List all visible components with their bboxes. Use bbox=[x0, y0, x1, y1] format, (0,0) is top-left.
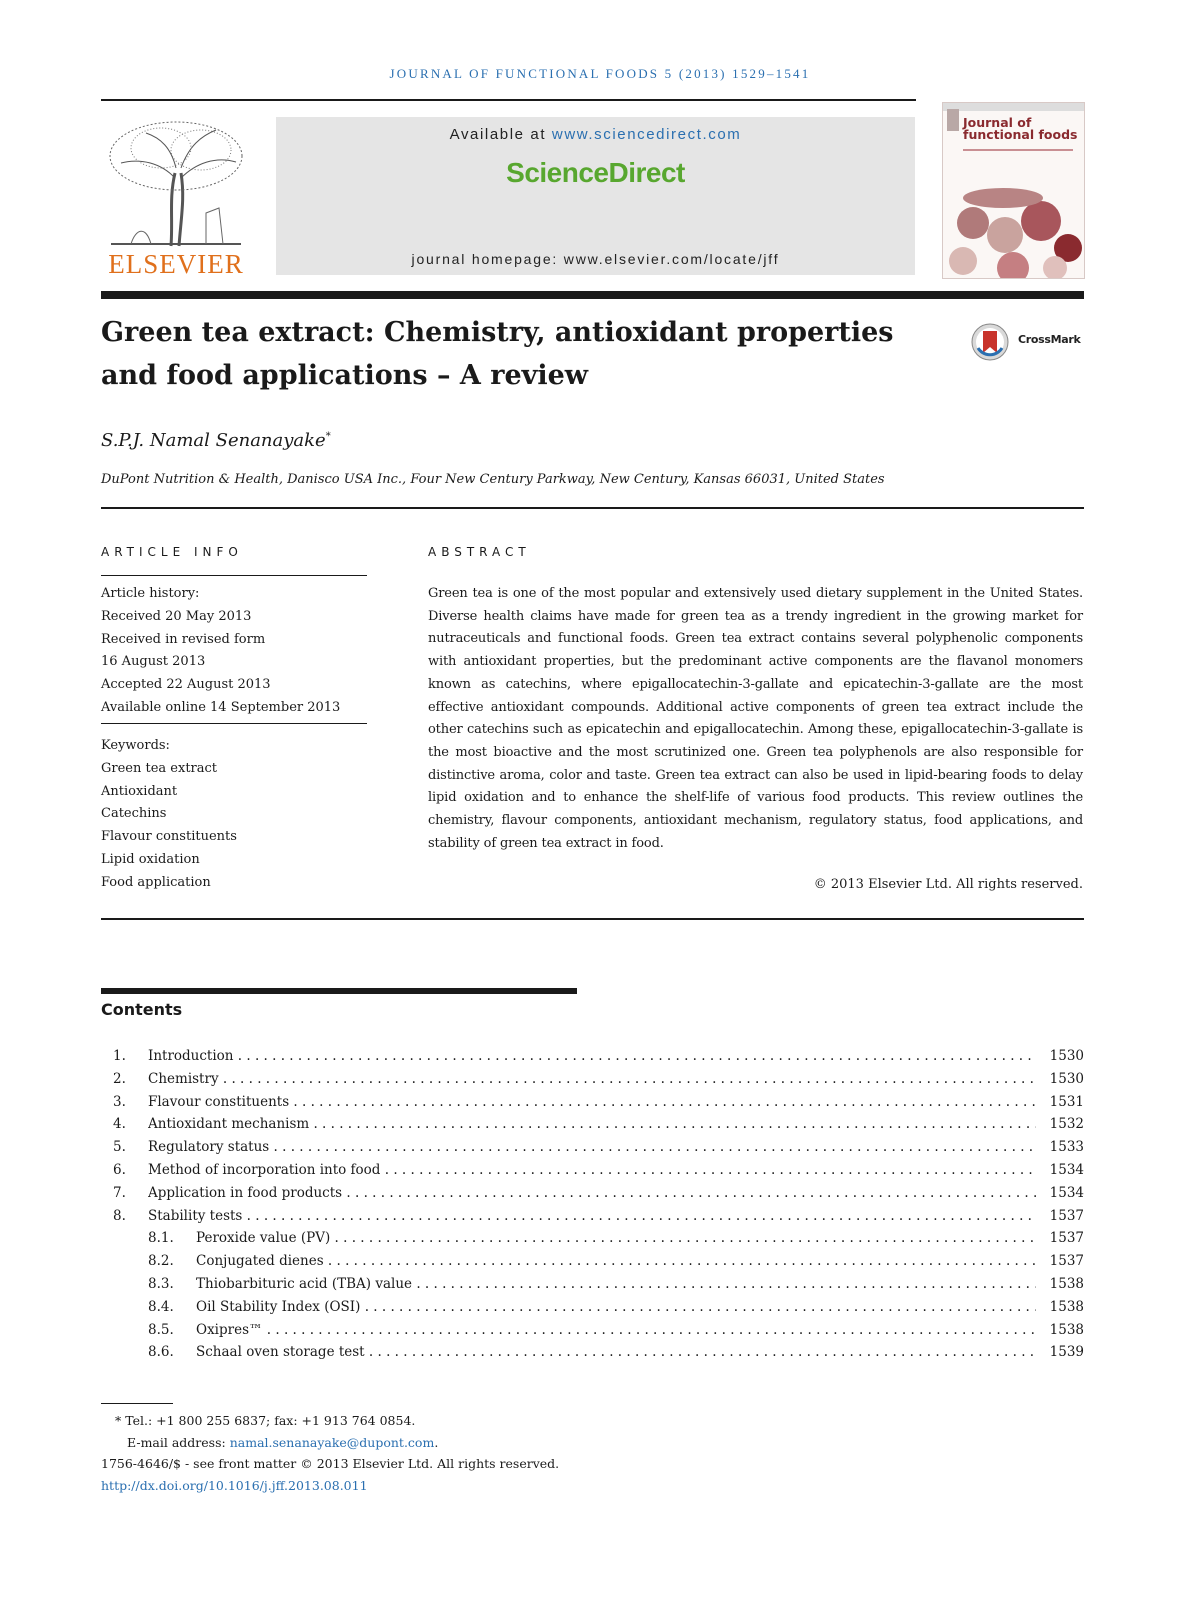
toc-page: 1531 bbox=[1044, 1091, 1084, 1114]
info-rule bbox=[101, 507, 1084, 509]
toc-number: 7. bbox=[113, 1184, 126, 1201]
email-line bbox=[101, 1432, 559, 1454]
toc-label: Method of incorporation into food . . . bbox=[148, 1159, 1036, 1182]
keyword: Green tea extract bbox=[101, 760, 218, 776]
doi-link[interactable]: http://dx.doi.org/10.1016/j.jff.2013.08.011 bbox=[101, 1477, 368, 1493]
abstract-end-rule bbox=[101, 918, 1084, 920]
toc-entry[interactable] bbox=[101, 1068, 1084, 1091]
toc-entry[interactable] bbox=[101, 1113, 1084, 1136]
history-line: Available online 14 September 2013 bbox=[101, 699, 341, 715]
toc-entry[interactable] bbox=[101, 1182, 1084, 1205]
issn-line: 1756-4646/$ - see front matter © 2013 Elsevier Ltd. All rights reserved. bbox=[101, 1456, 560, 1471]
toc-number: 8.3. bbox=[148, 1275, 174, 1292]
sciencedirect-logo: ScienceDirect bbox=[506, 157, 685, 188]
abstract-heading: ABSTRACT bbox=[428, 545, 531, 559]
elsevier-tree-icon bbox=[101, 118, 251, 248]
toc-number: 8.1. bbox=[148, 1230, 174, 1247]
history-label: Article history: bbox=[101, 586, 200, 601]
toc-subentry[interactable] bbox=[101, 1341, 1084, 1364]
article-info-heading: ARTICLE INFO bbox=[101, 545, 243, 559]
history-line: Received 20 May 2013 bbox=[101, 608, 252, 624]
crossmark-badge[interactable] bbox=[970, 322, 1088, 360]
toc-page: 1539 bbox=[1044, 1341, 1084, 1364]
toc-subentry[interactable] bbox=[101, 1250, 1084, 1273]
crossmark-label: CrossMark bbox=[1018, 333, 1081, 346]
elsevier-wordmark: ELSEVIER bbox=[108, 249, 244, 279]
toc-label: Stability tests . . . bbox=[148, 1205, 1036, 1228]
keywords-label: Keywords: bbox=[101, 738, 170, 753]
toc-number: 1. bbox=[113, 1048, 126, 1064]
toc-subentry[interactable] bbox=[101, 1227, 1084, 1250]
toc-label: Thiobarbituric acid (TBA) value . . . bbox=[196, 1273, 1036, 1296]
email-end: . bbox=[434, 1434, 439, 1450]
author-line bbox=[101, 430, 331, 451]
toc-label: Schaal oven storage test . . . bbox=[196, 1341, 1036, 1364]
history-line: 16 August 2013 bbox=[101, 654, 206, 670]
email-link[interactable]: namal.senanayake@dupont.com bbox=[229, 1434, 435, 1450]
cover-artwork bbox=[943, 103, 1084, 278]
toc-entry[interactable] bbox=[101, 1045, 1084, 1068]
article-title: Green tea extract: Chemistry, antioxidant properties and food applications – A review bbox=[101, 317, 894, 391]
history-line: Accepted 22 August 2013 bbox=[101, 677, 271, 693]
keyword: Catechins bbox=[101, 806, 167, 822]
toc-page: 1537 bbox=[1044, 1205, 1084, 1228]
abstract-text: Green tea is one of the most popular and extensively used dietary supplement in the United States. Diverse health claims have made for green tea as a trendy ingredient in the growing market for nutraceuticals and functional foods. Green tea extract contains several polyphenolic components with antioxidant properties, but the predominant active components are the flavanol monomers known as catechins, where epigallocatechin-3-gallate and epicatechin-3-gallate are the most effective antioxidant compounds. Additional active components of green tea extract include the other catechins such as epicatechin and epigallocatechin. Among these, epigallocatechin-3-gallate is the most bioactive and the most scrutinized one. Green tea polyphenols are also responsible for distinctive aroma, color and taste. Green tea extract can also be used in lipid-bearing foods to delay lipid oxidation and to enhance the shelf-life of various food products. This review outlines the chemistry, flavour components, antioxidant mechanism, regulatory status, food applications, and stability of green tea extract in food. bbox=[428, 586, 1083, 851]
toc-number: 8.6. bbox=[148, 1344, 174, 1361]
journal-cover bbox=[942, 102, 1085, 279]
sciencedirect-banner bbox=[276, 117, 915, 275]
toc-number: 8.2. bbox=[148, 1253, 174, 1270]
abstract-copyright: © 2013 Elsevier Ltd. All rights reserved. bbox=[813, 877, 1083, 892]
footnote-rule bbox=[101, 1403, 173, 1404]
toc-page: 1538 bbox=[1044, 1319, 1084, 1342]
toc-number: 8.5. bbox=[148, 1321, 174, 1338]
toc-subentry[interactable] bbox=[101, 1296, 1084, 1319]
toc-number: 3. bbox=[113, 1093, 126, 1110]
affiliation: DuPont Nutrition & Health, Danisco USA Inc., Four New Century Parkway, New Century, Kansas 66031, United States bbox=[101, 472, 885, 487]
article-history bbox=[101, 583, 340, 720]
toc-page: 1533 bbox=[1044, 1136, 1084, 1159]
toc-entry[interactable] bbox=[101, 1091, 1084, 1114]
toc-number: 5. bbox=[113, 1139, 126, 1156]
toc-label: Conjugated dienes . . . bbox=[196, 1250, 1036, 1273]
available-at bbox=[276, 126, 915, 143]
journal-homepage[interactable]: journal homepage: www.elsevier.com/locate/jff bbox=[411, 251, 780, 267]
toc-number: 2. bbox=[113, 1070, 126, 1087]
toc-page: 1532 bbox=[1044, 1113, 1084, 1136]
article-info-rule bbox=[101, 575, 367, 576]
contents-heading: Contents bbox=[101, 1000, 183, 1019]
keyword: Lipid oxidation bbox=[101, 851, 200, 867]
toc-page: 1534 bbox=[1044, 1182, 1084, 1205]
toc-label: Regulatory status . . . bbox=[148, 1136, 1036, 1159]
toc-label: Oxipres™ . . . bbox=[196, 1319, 1036, 1342]
toc-label: Peroxide value (PV) . . . bbox=[196, 1227, 1036, 1250]
keywords-rule bbox=[101, 723, 367, 724]
toc-number: 8.4. bbox=[148, 1298, 174, 1315]
toc-label: Antioxidant mechanism . . . bbox=[148, 1113, 1036, 1136]
title-rule bbox=[101, 291, 1084, 299]
toc-label: Application in food products . . . bbox=[148, 1182, 1036, 1205]
toc-entry[interactable] bbox=[101, 1136, 1084, 1159]
keyword: Antioxidant bbox=[101, 783, 178, 799]
keywords-list bbox=[101, 735, 237, 895]
email-label: E-mail address: bbox=[127, 1434, 226, 1450]
toc-number: 4. bbox=[113, 1116, 126, 1133]
toc-entry[interactable] bbox=[101, 1205, 1084, 1228]
toc-label: Introduction . . . bbox=[148, 1045, 1036, 1068]
toc-page: 1537 bbox=[1044, 1250, 1084, 1273]
toc-number: 8. bbox=[113, 1207, 126, 1224]
crossmark-icon bbox=[970, 322, 1010, 362]
author-mark[interactable]: * bbox=[325, 431, 331, 442]
keyword: Flavour constituents bbox=[101, 829, 237, 845]
toc-page: 1537 bbox=[1044, 1227, 1084, 1250]
available-prefix: Available at bbox=[449, 126, 547, 143]
toc-page: 1534 bbox=[1044, 1159, 1084, 1182]
toc-entry[interactable] bbox=[101, 1159, 1084, 1182]
toc-page: 1530 bbox=[1044, 1045, 1084, 1068]
table-of-contents bbox=[101, 1045, 1084, 1364]
history-line: Received in revised form bbox=[101, 631, 266, 647]
toc-page: 1530 bbox=[1044, 1068, 1084, 1091]
toc-subentry[interactable] bbox=[101, 1319, 1084, 1342]
toc-page: 1538 bbox=[1044, 1273, 1084, 1296]
toc-subentry[interactable] bbox=[101, 1273, 1084, 1296]
toc-label: Flavour constituents . . . bbox=[148, 1091, 1036, 1114]
keyword: Food application bbox=[101, 874, 211, 890]
sciencedirect-link[interactable]: www.sciencedirect.com bbox=[551, 126, 742, 143]
elsevier-logo bbox=[101, 118, 251, 280]
author-name: S.P.J. Namal Senanayake bbox=[101, 430, 326, 451]
toc-number: 6. bbox=[113, 1161, 126, 1178]
toc-label: Chemistry . . . bbox=[148, 1068, 1036, 1091]
toc-page: 1538 bbox=[1044, 1296, 1084, 1319]
footnotes bbox=[101, 1410, 559, 1496]
toc-label: Oil Stability Index (OSI) . . . bbox=[196, 1296, 1036, 1319]
contents-bar bbox=[101, 988, 577, 994]
running-head: JOURNAL OF FUNCTIONAL FOODS 5 (2013) 1529–1541 bbox=[389, 66, 811, 81]
header-rule bbox=[101, 99, 916, 101]
cover-title: Journal of functional foods bbox=[963, 115, 1078, 142]
author-contact: * Tel.: +1 800 255 6837; fax: +1 913 764 0854. bbox=[115, 1413, 416, 1428]
